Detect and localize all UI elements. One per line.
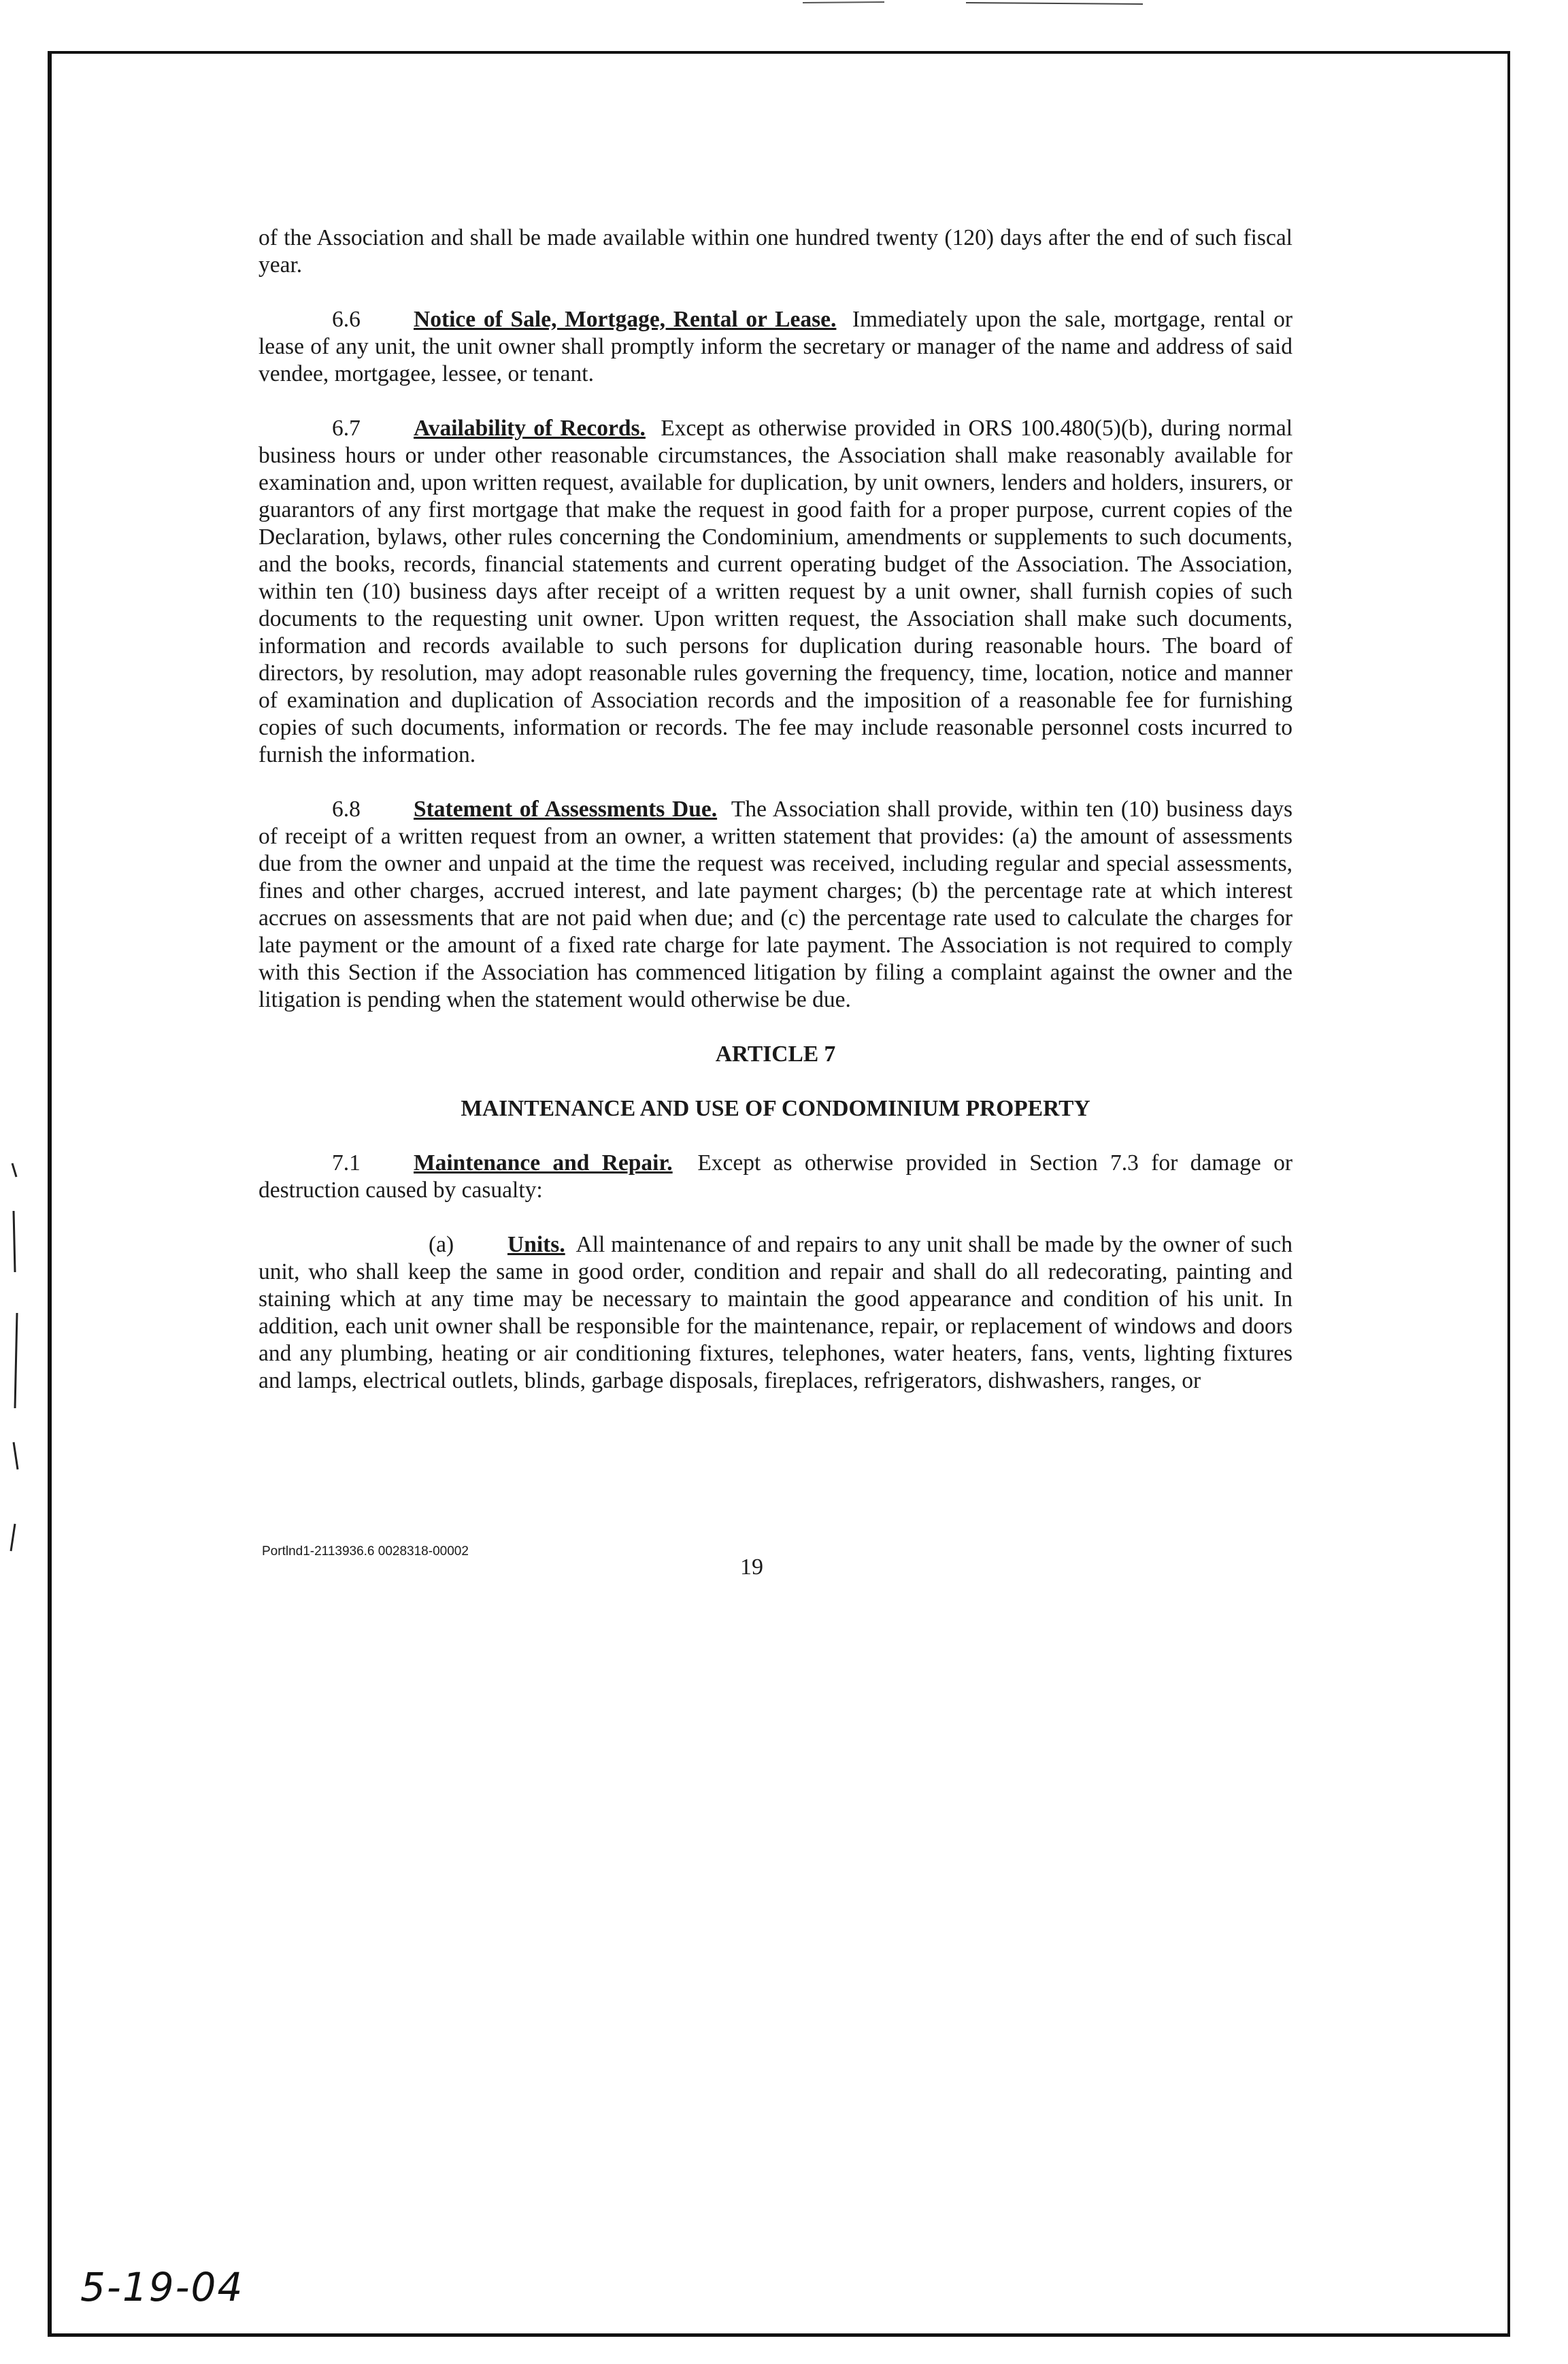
section-body: Except as otherwise provided in ORS 100.480(5)(b), during normal business hours or under other reasonable circumstances, the Association shall make reasonably available for examination and, upon written request, available for duplication, by unit owners, lenders and holders, insurers, or guarantors of any first mortgage that make the request in good faith for a proper purpose, current copies of the Declaration, bylaws, other rules concerning the Condominium, amendments or supplements to such documents, and the books, records, financial statements and current operating budget of the Association. The Association, within ten (10) business days after receipt of a written request by a unit owner, shall furnish copies of such documents to the requesting unit owner. Upon written request, the Association shall make such documents, information and records available to such persons for duplication during reasonable hours. The board of directors, by resolution, may adopt reasonable rules governing the frequency, time, location, notice and manner of examination and duplication of Association records and the imposition of a reasonable fee for furnishing copies of such documents, information or records. The fee may include reasonable personnel costs incurred to furnish the information. (258, 416, 1293, 767)
section-6-6 (258, 306, 1292, 388)
section-7-1 (258, 1150, 1292, 1204)
section-body: The Association shall provide, within ten (10) business days of receipt of a written request from an owner, a written statement that provides: (a) the amount of assessments due from the owner and unpaid at the time the request was received, including regular and special assessments, fines and other charges, accrued interest, and late payment charges; (b) the percentage rate at which interest accrues on assessments that are not paid when due; and (c) the percentage rate used to calculate the charges for late payment or the amount of a fixed rate charge for late payment. The Association is not required to comply with this Section if the Association has commenced litigation by filing a complaint against the owner and the litigation is pending when the statement would otherwise be due. (258, 797, 1292, 1012)
document-body (258, 224, 1292, 1422)
section-heading: Maintenance and Repair. (414, 1150, 673, 1176)
section-heading: Availability of Records. (414, 416, 646, 441)
article-number: ARTICLE 7 (715, 1042, 836, 1067)
subsection-label: (a) (429, 1232, 454, 1257)
handwritten-date: 5-19-04 (80, 2264, 244, 2310)
subsection-body: All maintenance of and repairs to any unit shall be made by the owner of such unit, who shall keep the same in good order, condition and repair and shall do all redecorating, painting and staining which at any time may be necessary to maintain the good appearance and condition of his unit. In addition, each unit owner shall be responsible for the maintenance, repair, or replacement of windows and doors and any plumbing, heating or air conditioning fixtures, telephones, water heaters, fans, vents, lighting fixtures and lamps, electrical outlets, blinds, garbage disposals, fireplaces, refrigerators, dishwashers, ranges, or (258, 1232, 1292, 1393)
section-heading: Notice of Sale, Mortgage, Rental or Lease. (414, 307, 837, 332)
section-number: 7.1 (332, 1150, 361, 1176)
section-6-7 (258, 415, 1292, 769)
intro-paragraph: of the Association and shall be made available within one hundred twenty (120) days after the end of such fiscal year. (258, 225, 1292, 278)
section-number: 6.8 (332, 797, 361, 822)
subsection-heading: Units. (507, 1232, 565, 1257)
subsection-a-units (258, 1231, 1292, 1395)
section-6-8 (258, 796, 1292, 1014)
section-number: 6.6 (332, 307, 361, 332)
page-number: 19 (740, 1554, 763, 1580)
margin-scan-marks (0, 1156, 41, 1565)
section-heading: Statement of Assessments Due. (414, 797, 718, 822)
scan-artifact-top (803, 0, 1156, 7)
section-number: 6.7 (332, 416, 361, 441)
section-body: Except as otherwise provided in Section 7.3 for damage or destruction caused by casualty: (258, 1150, 1293, 1203)
section-body: Immediately upon the sale, mortgage, rental or lease of any unit, the unit owner shall promptly inform the secretary or manager of the name and address of said vendee, mortgagee, lessee, or tenant. (258, 307, 1293, 386)
article-title: MAINTENANCE AND USE OF CONDOMINIUM PROPERTY (461, 1096, 1090, 1121)
document-footer-id: Portlnd1-2113936.6 0028318-00002 (262, 1544, 469, 1559)
